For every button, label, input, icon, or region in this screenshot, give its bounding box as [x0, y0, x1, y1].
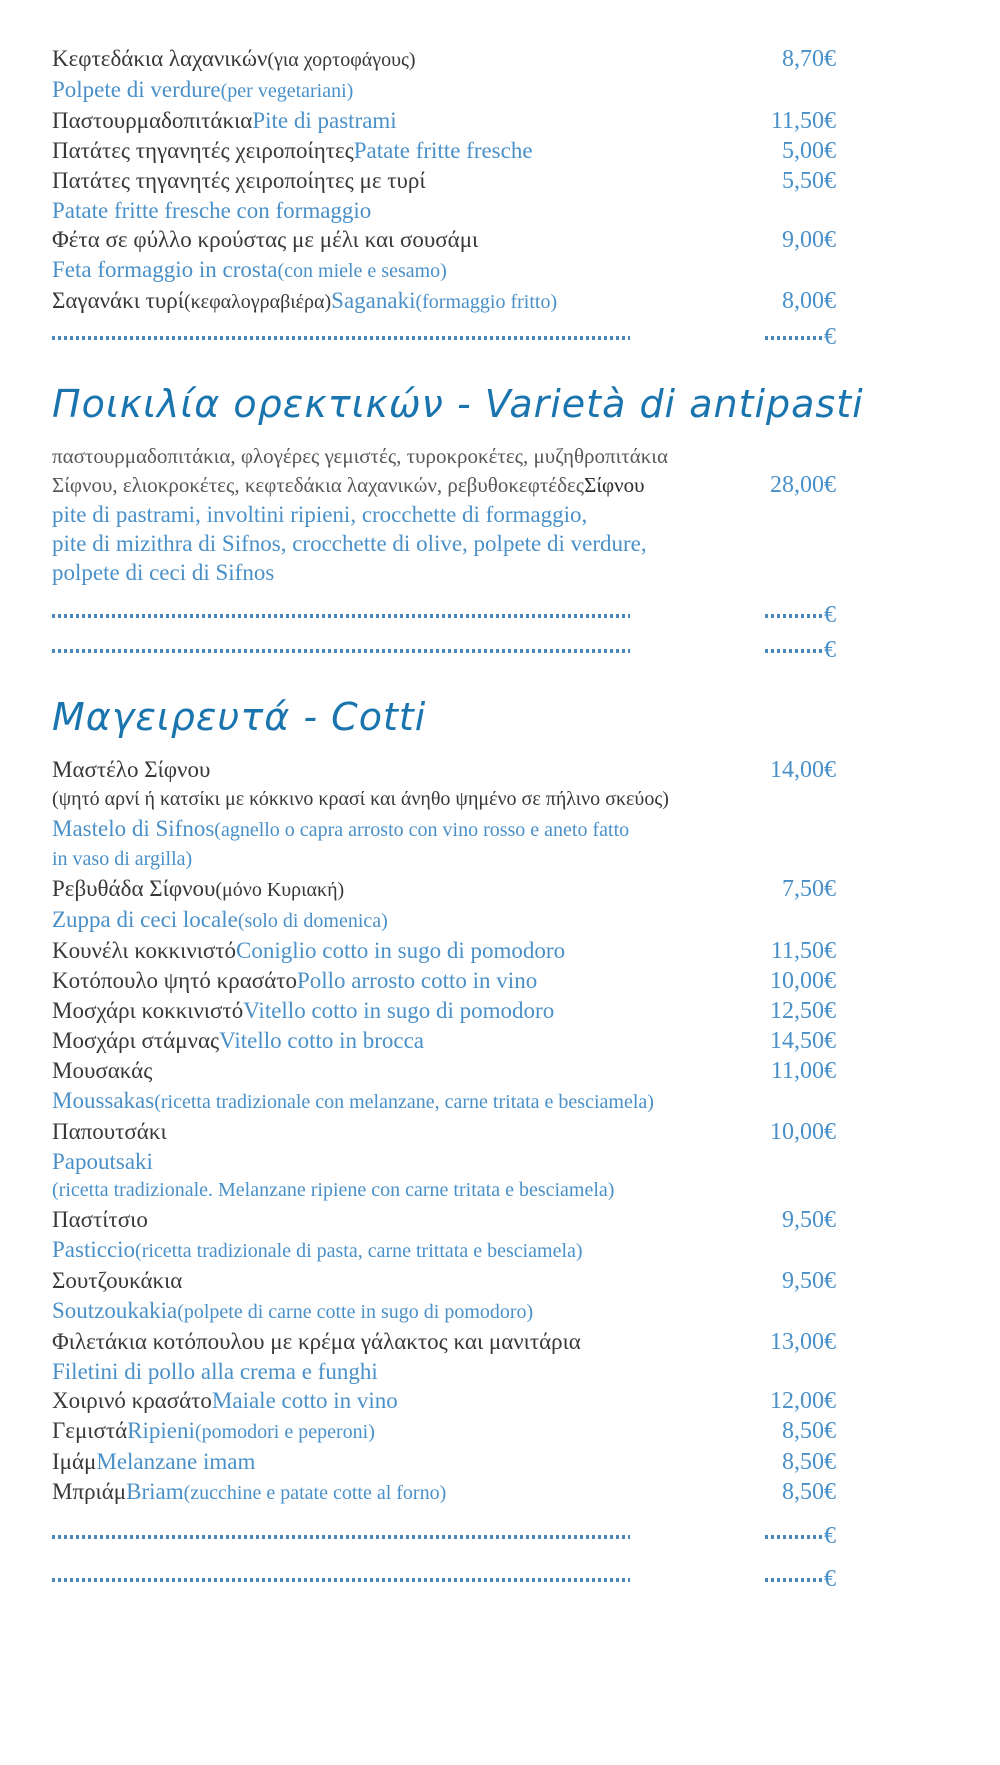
- menu-item-line: [52, 166, 836, 196]
- dotted-mini-leader: [765, 649, 823, 653]
- menu-item-text: Παπουτσάκι: [52, 1119, 167, 1144]
- menu-item: [52, 966, 836, 996]
- menu-item-line: [52, 1205, 836, 1235]
- menu-item: [52, 44, 836, 106]
- menu-item-text: (per vegetariani): [220, 80, 354, 102]
- menu-item-text: Σίφνου, ελιοκροκέτες, κεφτεδάκια λαχανικών, ρεβυθοκεφτέδες: [52, 473, 585, 497]
- item-price: 9,50€: [782, 1268, 836, 1294]
- menu-item-text: pite di pastrami, involtini ripieni, crocchette di formaggio,: [52, 502, 588, 527]
- menu-item-line: [52, 1147, 836, 1176]
- menu-item-text: Saganaki: [331, 288, 416, 313]
- menu-item-text: (ψητό αρνί ή κατσίκι με κόκκινο κρασί και άνηθο ψημένο σε πήλινο σκεύος): [52, 788, 669, 810]
- menu-item-line: [52, 106, 836, 136]
- item-price: 14,00€: [770, 757, 836, 783]
- menu-item-text: (formaggio fritto): [415, 291, 558, 313]
- item-price: 11,50€: [770, 108, 836, 134]
- menu-item-text: in vaso di argilla): [52, 848, 193, 870]
- menu-item-text: Zuppa di ceci locale: [52, 907, 238, 932]
- menu-item-line: [52, 442, 836, 471]
- menu-item-line: [52, 996, 836, 1026]
- menu-item-line: [52, 75, 836, 106]
- menu-item-line: [52, 196, 836, 225]
- menu-item-text: (ricetta tradizionale con melanzane, carne tritata e besciamela): [154, 1091, 654, 1113]
- item-price: 13,00€: [770, 1329, 836, 1355]
- item-price: 5,50€: [782, 168, 836, 194]
- menu-item: [52, 442, 836, 587]
- menu-section: [52, 380, 864, 665]
- menu-item: [52, 1327, 836, 1386]
- menu-item-text: Pite di pastrami: [252, 108, 397, 133]
- menu-item-text: Σαγανάκι τυρί: [52, 288, 184, 313]
- menu-item-text: Maiale cotto in vino: [211, 1388, 398, 1413]
- menu-item-text: Μοσχάρι στάμνας: [52, 1028, 220, 1053]
- menu-item-line: [52, 471, 836, 500]
- euro-symbol: €: [824, 602, 836, 628]
- menu-item-text: Σουτζουκάκια: [52, 1268, 183, 1293]
- menu-item-line: [52, 1447, 836, 1477]
- menu-item-line: [52, 785, 836, 814]
- menu-item-text: Patate fritte fresche con formaggio: [52, 198, 372, 223]
- menu-item-line: [52, 1477, 836, 1508]
- menu-item-text: Vitello cotto in brocca: [219, 1028, 425, 1053]
- menu-item-line: [52, 500, 836, 529]
- menu-item-text: (agnello o capra arrosto con vino rosso e aneto fatto: [214, 819, 630, 841]
- item-price: 12,50€: [770, 998, 836, 1024]
- euro-symbol: €: [824, 637, 836, 663]
- dotted-leader: [52, 1535, 630, 1539]
- dotted-mini-leader: [765, 1578, 823, 1582]
- menu-item-line: [52, 936, 836, 966]
- menu-item-text: Vitello cotto in sugo di pomodoro: [243, 998, 555, 1023]
- menu-item: [52, 1056, 836, 1117]
- menu-item: [52, 1416, 836, 1447]
- menu-item-text: Polpete di verdure: [52, 77, 221, 102]
- item-price: 10,00€: [770, 1119, 836, 1145]
- menu-item-text: Φιλετάκια κοτόπουλου με κρέμα γάλακτος και μανιτάρια: [52, 1329, 581, 1354]
- menu-item-text: (ricetta tradizionale. Melanzane ripiene con carne tritata e besciamela): [52, 1179, 615, 1201]
- dotted-leader: [52, 336, 630, 340]
- menu-item: [52, 225, 836, 286]
- menu-item-line: [52, 529, 836, 558]
- menu-item-text: παστουρμαδοπιτάκια, φλογέρες γεμιστές, τυροκροκέτες, μυζηθροπιτάκια: [52, 444, 668, 468]
- section-heading: Μαγειρευτά - Cotti: [52, 695, 427, 739]
- menu-item-line: [52, 1176, 836, 1205]
- dotted-mini-leader: [765, 614, 823, 618]
- menu-item-text: Soutzoukakia: [52, 1298, 178, 1323]
- item-price: 8,50€: [782, 1449, 836, 1475]
- item-price: 11,00€: [770, 1058, 836, 1084]
- dotted-price-cell: [765, 1522, 836, 1551]
- dotted-mini-leader: [765, 1535, 823, 1539]
- menu-section: [52, 693, 836, 1594]
- euro-symbol: €: [824, 324, 836, 350]
- item-price: 14,50€: [770, 1028, 836, 1054]
- menu-item-line: [52, 255, 836, 286]
- menu-item-line: [52, 814, 836, 845]
- menu-item-line: [52, 1327, 836, 1357]
- menu-item: [52, 755, 836, 874]
- dotted-price-cell: [765, 601, 836, 630]
- menu-item-text: Ripieni: [127, 1418, 195, 1443]
- menu-item-text: (μόνο Κυριακή): [215, 879, 345, 901]
- menu-item-text: Melanzane imam: [96, 1449, 256, 1474]
- menu-item: [52, 1117, 836, 1205]
- dotted-price-line: [52, 1565, 836, 1594]
- menu-item-line: [52, 1026, 836, 1056]
- menu-item-line: [52, 1386, 836, 1416]
- menu-item: [52, 1447, 836, 1477]
- menu-item-line: [52, 874, 836, 905]
- menu-item-text: (για χορτοφάγους): [267, 49, 416, 71]
- dotted-price-line: [52, 323, 836, 352]
- menu-item-line: [52, 225, 836, 255]
- menu-item-text: Ρεβυθάδα Σίφνου: [52, 876, 216, 901]
- item-price: 9,50€: [782, 1207, 836, 1233]
- menu-item: [52, 874, 836, 936]
- dotted-leader: [52, 614, 630, 618]
- dotted-leader: [52, 1578, 630, 1582]
- menu-item-text: Moussakas: [52, 1088, 155, 1113]
- menu-item-text: Papoutsaki: [52, 1149, 153, 1174]
- menu-item-line: [52, 755, 836, 785]
- dotted-price-line: [52, 601, 836, 630]
- menu-item-line: [52, 905, 836, 936]
- menu-item-text: (pomodori e peperoni): [194, 1421, 375, 1443]
- menu-item-text: Κουνέλι κοκκινιστό: [52, 938, 237, 963]
- menu-item-line: [52, 1235, 836, 1266]
- menu-item-text: Pollo arrosto cotto in vino: [296, 968, 538, 993]
- menu-item: [52, 1205, 836, 1266]
- dotted-price-line: [52, 1522, 836, 1551]
- menu-item-text: Παστίτσιο: [52, 1207, 148, 1232]
- euro-symbol: €: [824, 1566, 836, 1592]
- menu-item-line: [52, 1357, 836, 1386]
- menu-item-line: [52, 1416, 836, 1447]
- menu-item-line: [52, 1056, 836, 1086]
- menu-item-text: Μοσχάρι κοκκινιστό: [52, 998, 244, 1023]
- menu-item-line: [52, 1117, 836, 1147]
- menu-item-text: Χοιρινό κρασάτο: [52, 1388, 212, 1413]
- item-price: 7,50€: [782, 876, 836, 902]
- dotted-price-cell: [765, 636, 836, 665]
- menu-item-text: Filetini di pollo alla crema e funghi: [52, 1359, 378, 1384]
- item-price: 8,50€: [782, 1479, 836, 1505]
- section-heading: Ποικιλία ορεκτικών - Varietà di antipasti: [52, 382, 864, 426]
- item-price: 11,50€: [770, 938, 836, 964]
- menu-item-text: (polpete di carne cotte in sugo di pomodoro): [177, 1301, 534, 1323]
- menu-item-text: Παστουρμαδοπιτάκια: [52, 108, 253, 133]
- menu-item-line: [52, 845, 836, 874]
- menu-item-line: [52, 1296, 836, 1327]
- menu-item: [52, 1026, 836, 1056]
- menu-item-text: (solo di domenica): [237, 910, 388, 932]
- menu-item: [52, 1386, 836, 1416]
- menu-item-line: [52, 136, 836, 166]
- item-price: 8,00€: [782, 288, 836, 314]
- menu-item-line: [52, 286, 836, 317]
- menu-item: [52, 996, 836, 1026]
- menu-item: [52, 106, 836, 136]
- dotted-price-line: [52, 636, 836, 665]
- menu-item-line: [52, 44, 836, 75]
- item-price: 5,00€: [782, 138, 836, 164]
- menu-item: [52, 936, 836, 966]
- menu-item-line: [52, 558, 836, 587]
- menu-item-text: Μπριάμ: [52, 1479, 127, 1504]
- menu-item-text: Γεμιστά: [52, 1418, 128, 1443]
- menu-item-text: Briam: [126, 1479, 184, 1504]
- menu-item-text: Μαστέλο Σίφνου: [52, 757, 211, 782]
- menu-item-line: [52, 1266, 836, 1296]
- item-price: 12,00€: [770, 1388, 836, 1414]
- menu-item-text: Πατάτες τηγανητές χειροποίητες με τυρί: [52, 168, 426, 193]
- menu-item-text: polpete di ceci di Sifnos: [52, 560, 275, 585]
- item-price: 10,00€: [770, 968, 836, 994]
- item-price: 28,00€: [770, 472, 836, 498]
- menu-item: [52, 1477, 836, 1508]
- menu-item: [52, 166, 836, 225]
- item-price: 8,50€: [782, 1418, 836, 1444]
- menu-section: [52, 44, 836, 352]
- menu-item-text: Κοτόπουλο ψητό κρασάτο: [52, 968, 297, 993]
- menu-item-text: Pasticcio: [52, 1237, 136, 1262]
- item-price: 8,70€: [782, 46, 836, 72]
- menu-item-text: Mastelo di Sifnos: [52, 816, 215, 841]
- menu-item-text: Κεφτεδάκια λαχανικών: [52, 46, 268, 71]
- menu-item-text: Φέτα σε φύλλο κρούστας με μέλι και σουσάμι: [52, 227, 479, 252]
- menu-item: [52, 1266, 836, 1327]
- dotted-mini-leader: [765, 336, 823, 340]
- menu-item: [52, 286, 836, 317]
- menu-item-text: (ricetta tradizionale di pasta, carne trittata e besciamela): [135, 1240, 583, 1262]
- menu-item-text: Πατάτες τηγανητές χειροποίητες: [52, 138, 354, 163]
- dotted-leader: [52, 649, 630, 653]
- menu-item-text: Ιμάμ: [52, 1449, 97, 1474]
- item-price: 9,00€: [782, 227, 836, 253]
- menu-item-text: Feta formaggio in crosta: [52, 257, 278, 282]
- euro-symbol: €: [824, 1523, 836, 1549]
- menu-item-text: pite di mizithra di Sifnos, crocchette di olive, polpete di verdure,: [52, 531, 647, 556]
- menu-item-text: Coniglio cotto in sugo di pomodoro: [236, 938, 566, 963]
- menu-item-text: (κεφαλογραβιέρα): [183, 291, 332, 313]
- dotted-price-cell: [765, 1565, 836, 1594]
- menu-item-text: Μουσακάς: [52, 1058, 153, 1083]
- menu-item-text: Patate fritte fresche: [353, 138, 533, 163]
- dotted-price-cell: [765, 323, 836, 352]
- menu-item: [52, 136, 836, 166]
- menu-item-line: [52, 1086, 836, 1117]
- menu-item-text: Σίφνου: [584, 473, 645, 497]
- menu-item-line: [52, 966, 836, 996]
- menu-item-text: (con miele e sesamo): [277, 260, 447, 282]
- menu-item-text: (zucchine e patate cotte al forno): [183, 1482, 447, 1504]
